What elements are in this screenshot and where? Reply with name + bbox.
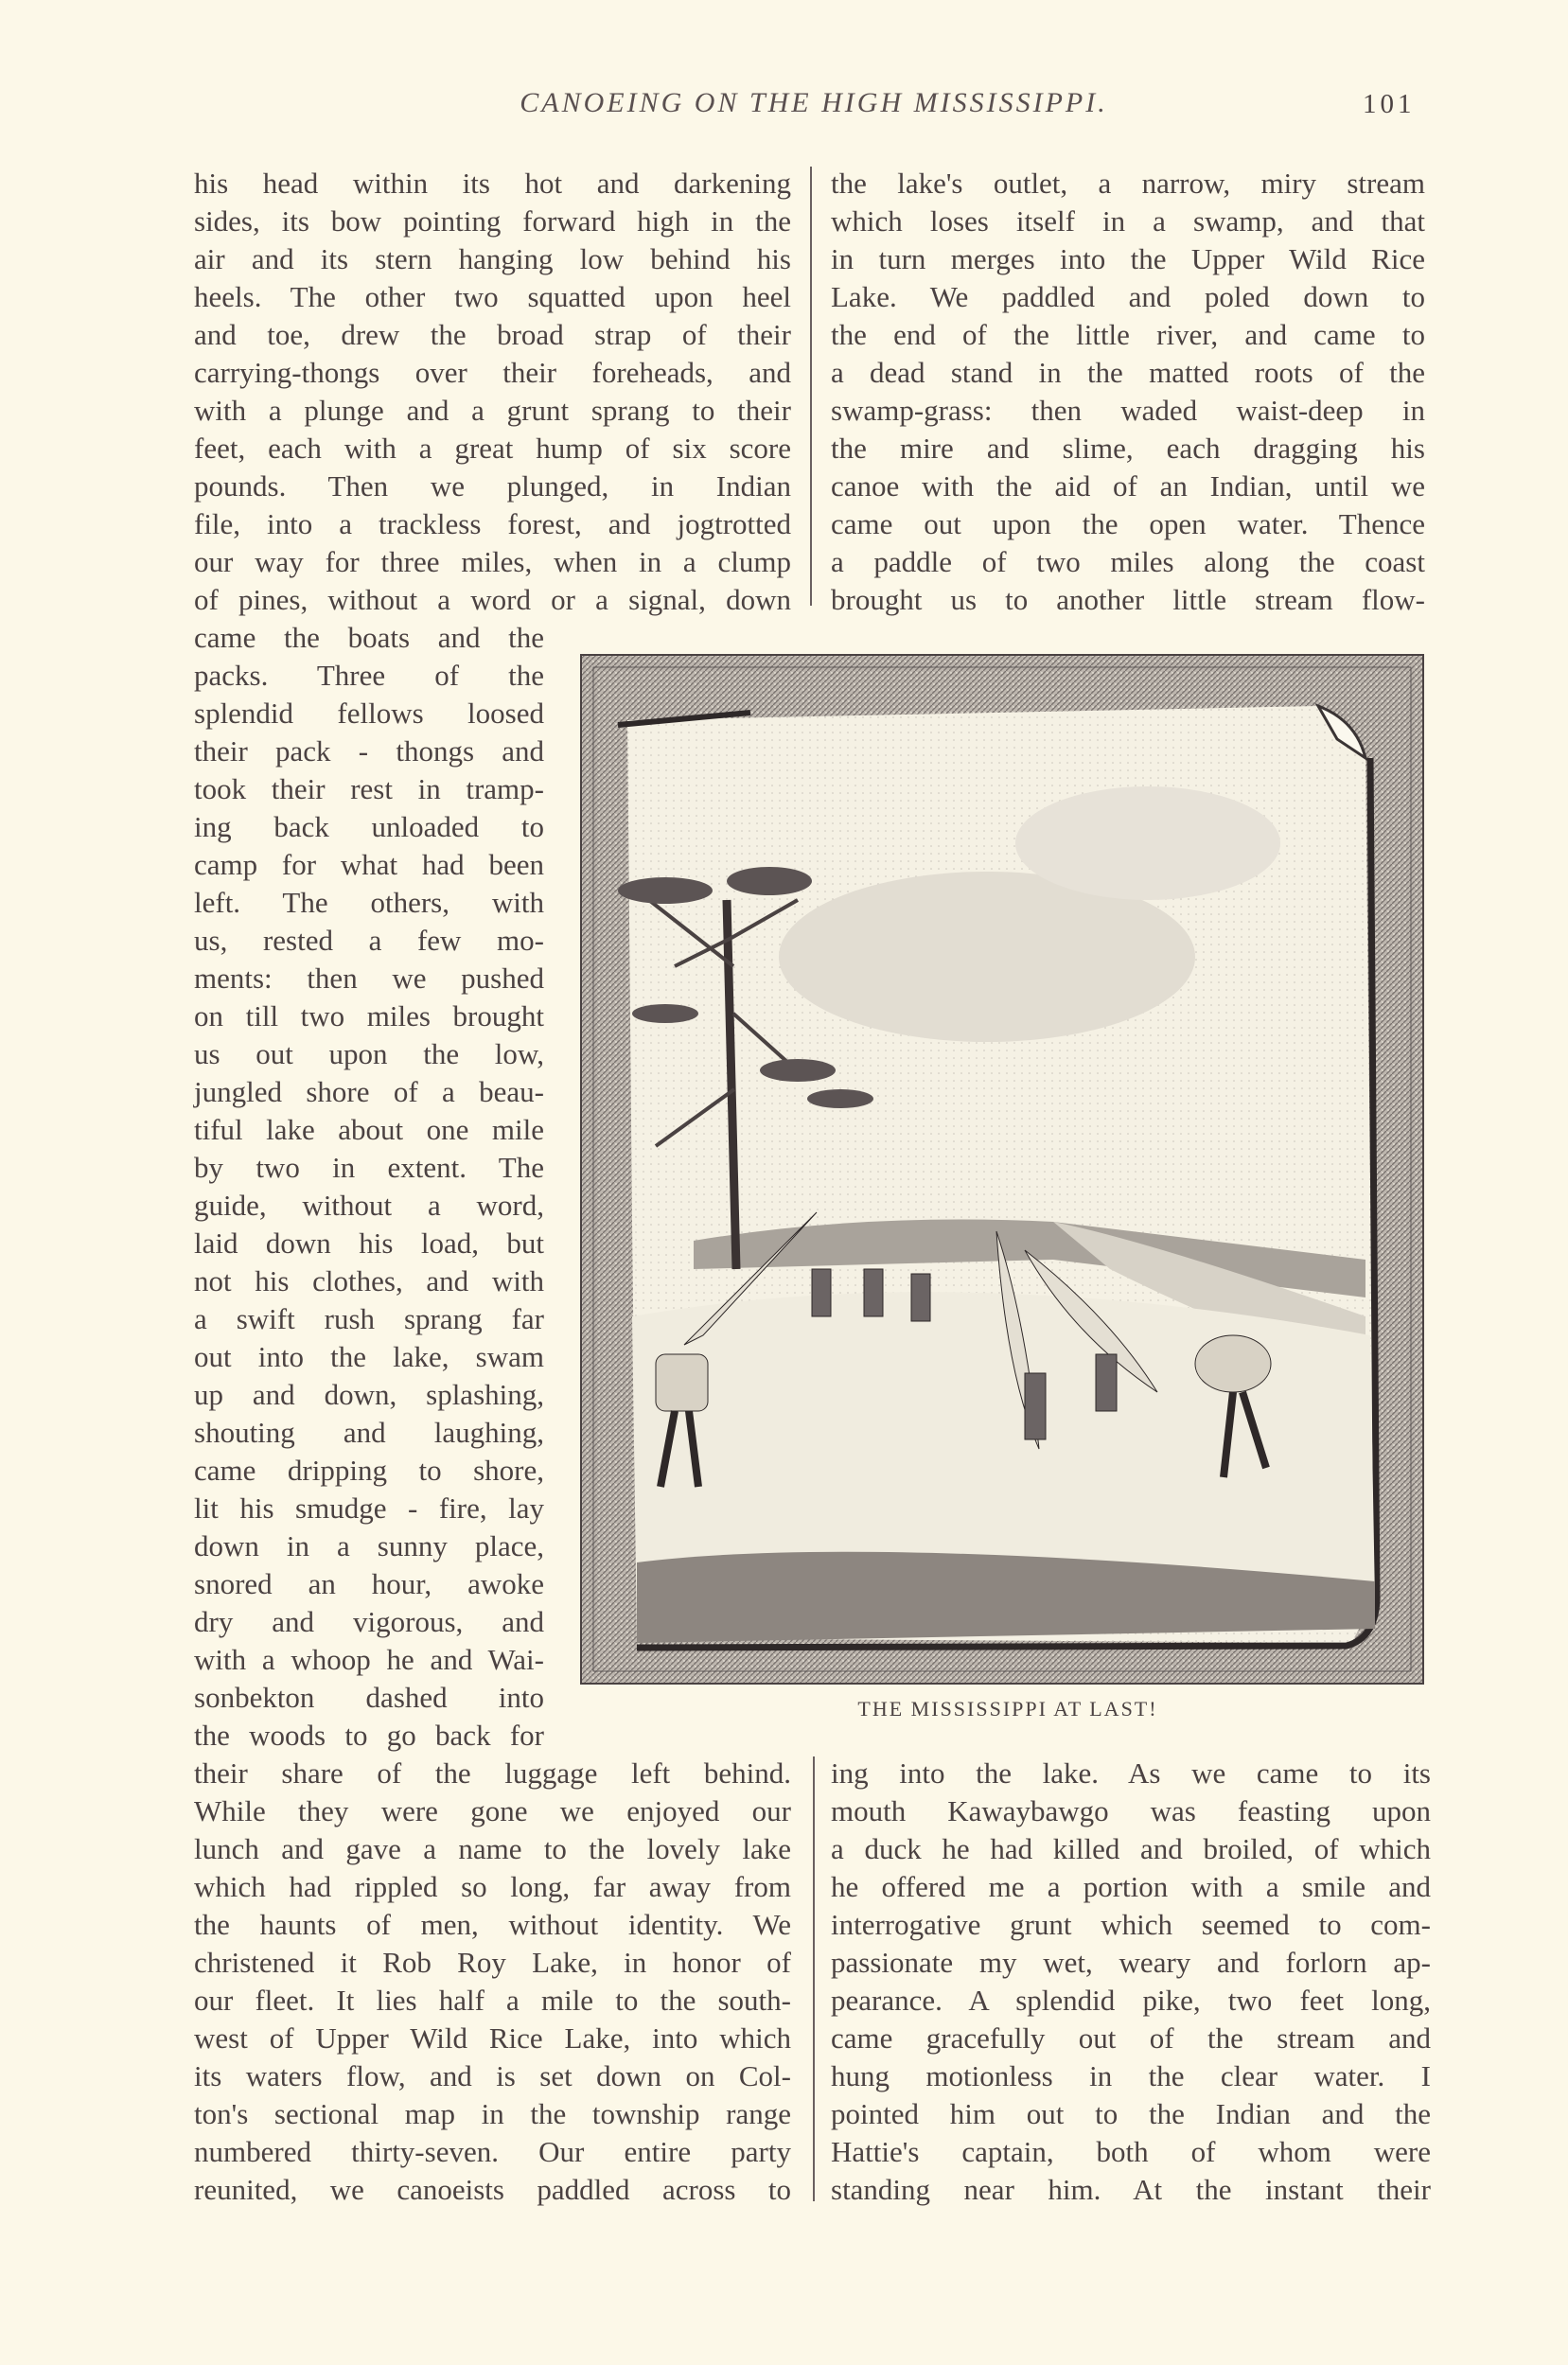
text-line: lunch and gave a name to the lovely lake bbox=[194, 1832, 791, 1865]
text-line: a duck he had killed and broiled, of which bbox=[831, 1832, 1431, 1865]
text-line: canoe with the aid of an Indian, until we bbox=[831, 469, 1425, 503]
text-line: ments: then we pushed bbox=[194, 962, 544, 995]
text-line: mouth Kawaybawgo was feasting upon bbox=[831, 1794, 1431, 1827]
text-line: of pines, without a word or a signal, down bbox=[194, 583, 791, 616]
text-line: took their rest in tramp- bbox=[194, 772, 544, 805]
text-line: ton's sectional map in the township range bbox=[194, 2097, 791, 2130]
text-line: west of Upper Wild Rice Lake, into which bbox=[194, 2021, 791, 2055]
text-line: interrogative grunt which seemed to com- bbox=[831, 1908, 1431, 1941]
text-line: sides, its bow pointing forward high in the bbox=[194, 204, 791, 238]
text-line: While they were gone we enjoyed our bbox=[194, 1794, 791, 1827]
text-line: a dead stand in the matted roots of the bbox=[831, 356, 1425, 389]
text-line: lit his smudge - fire, lay bbox=[194, 1491, 544, 1525]
text-line: which loses itself in a swamp, and that bbox=[831, 204, 1425, 238]
text-line: camp for what had been bbox=[194, 848, 544, 881]
text-line: out into the lake, swam bbox=[194, 1340, 544, 1373]
text-line: reunited, we canoeists paddled across to bbox=[194, 2173, 791, 2206]
text-line: a swift rush sprang far bbox=[194, 1302, 544, 1335]
column-rule-bottom bbox=[813, 1756, 815, 2201]
text-line: a paddle of two miles along the coast bbox=[831, 545, 1425, 578]
text-line: his head within its hot and darkening bbox=[194, 167, 791, 200]
text-line: in turn merges into the Upper Wild Rice bbox=[831, 242, 1425, 275]
text-line: jungled shore of a beau- bbox=[194, 1075, 544, 1108]
text-line: the end of the little river, and came to bbox=[831, 318, 1425, 351]
text-line: our fleet. It lies half a mile to the south- bbox=[194, 1984, 791, 2017]
left-column-top bbox=[194, 165, 791, 619]
text-line: left. The others, with bbox=[194, 886, 544, 919]
text-line: the woods to go back for bbox=[194, 1719, 544, 1752]
text-line: pointed him out to the Indian and the bbox=[831, 2097, 1431, 2130]
text-line: shouting and laughing, bbox=[194, 1416, 544, 1449]
text-line: tiful lake about one mile bbox=[194, 1113, 544, 1146]
text-line: carrying-thongs over their foreheads, and bbox=[194, 356, 791, 389]
text-line: swamp-grass: then waded waist-deep in bbox=[831, 394, 1425, 427]
text-line: down in a sunny place, bbox=[194, 1529, 544, 1562]
left-column-narrow bbox=[194, 619, 544, 1755]
right-column-top bbox=[831, 165, 1425, 619]
text-line: on till two miles brought bbox=[194, 999, 544, 1032]
text-line: not his clothes, and with bbox=[194, 1264, 544, 1297]
text-line: came the boats and the bbox=[194, 621, 544, 654]
text-line: sonbekton dashed into bbox=[194, 1681, 544, 1714]
text-line: us, rested a few mo- bbox=[194, 924, 544, 957]
text-line: the lake's outlet, a narrow, miry stream bbox=[831, 167, 1425, 200]
text-line: splendid fellows loosed bbox=[194, 697, 544, 730]
text-line: packs. Three of the bbox=[194, 659, 544, 692]
text-line: Hattie's captain, both of whom were bbox=[831, 2135, 1431, 2168]
text-line: us out upon the low, bbox=[194, 1037, 544, 1070]
text-line: passionate my wet, weary and forlorn ap- bbox=[831, 1946, 1431, 1979]
page-number: 101 bbox=[1363, 89, 1416, 119]
text-line: christened it Rob Roy Lake, in honor of bbox=[194, 1946, 791, 1979]
text-line: numbered thirty-seven. Our entire party bbox=[194, 2135, 791, 2168]
text-line: came gracefully out of the stream and bbox=[831, 2021, 1431, 2055]
text-line: which had rippled so long, far away from bbox=[194, 1870, 791, 1903]
left-column-bottom bbox=[194, 1755, 791, 2209]
text-line: came out upon the open water. Thence bbox=[831, 507, 1425, 540]
text-line: laid down his load, but bbox=[194, 1227, 544, 1260]
text-line: pearance. A splendid pike, two feet long, bbox=[831, 1984, 1431, 2017]
text-line: standing near him. At the instant their bbox=[831, 2173, 1431, 2206]
text-line: hung motionless in the clear water. I bbox=[831, 2059, 1431, 2092]
text-line: air and its stern hanging low behind his bbox=[194, 242, 791, 275]
text-line: Lake. We paddled and poled down to bbox=[831, 280, 1425, 313]
text-line: file, into a trackless forest, and jogtrotted bbox=[194, 507, 791, 540]
text-line: brought us to another little stream flow- bbox=[831, 583, 1425, 616]
text-line: with a whoop he and Wai- bbox=[194, 1643, 544, 1676]
text-line: its waters flow, and is set down on Col- bbox=[194, 2059, 791, 2092]
column-rule-top bbox=[810, 167, 812, 606]
text-line: their share of the luggage left behind. bbox=[194, 1756, 791, 1790]
text-line: by two in extent. The bbox=[194, 1151, 544, 1184]
text-line: and toe, drew the broad strap of their bbox=[194, 318, 791, 351]
figure-caption: THE MISSISSIPPI AT LAST! bbox=[857, 1697, 1158, 1721]
text-line: snored an hour, awoke bbox=[194, 1567, 544, 1600]
text-line: ing back unloaded to bbox=[194, 810, 544, 843]
text-line: ing into the lake. As we came to its bbox=[831, 1756, 1431, 1790]
text-line: pounds. Then we plunged, in Indian bbox=[194, 469, 791, 503]
text-line: our way for three miles, when in a clump bbox=[194, 545, 791, 578]
illustration-mississippi-portage bbox=[580, 654, 1424, 1685]
text-line: the haunts of men, without identity. We bbox=[194, 1908, 791, 1941]
text-line: heels. The other two squatted upon heel bbox=[194, 280, 791, 313]
text-line: their pack - thongs and bbox=[194, 734, 544, 768]
text-line: he offered me a portion with a smile and bbox=[831, 1870, 1431, 1903]
text-line: guide, without a word, bbox=[194, 1189, 544, 1222]
text-line: feet, each with a great hump of six score bbox=[194, 432, 791, 465]
right-column-bottom bbox=[831, 1755, 1431, 2209]
running-title: CANOEING ON THE HIGH MISSISSIPPI. bbox=[520, 87, 1108, 118]
text-line: came dripping to shore, bbox=[194, 1454, 544, 1487]
text-line: up and down, splashing, bbox=[194, 1378, 544, 1411]
text-line: dry and vigorous, and bbox=[194, 1605, 544, 1638]
text-line: the mire and slime, each dragging his bbox=[831, 432, 1425, 465]
text-line: with a plunge and a grunt sprang to their bbox=[194, 394, 791, 427]
